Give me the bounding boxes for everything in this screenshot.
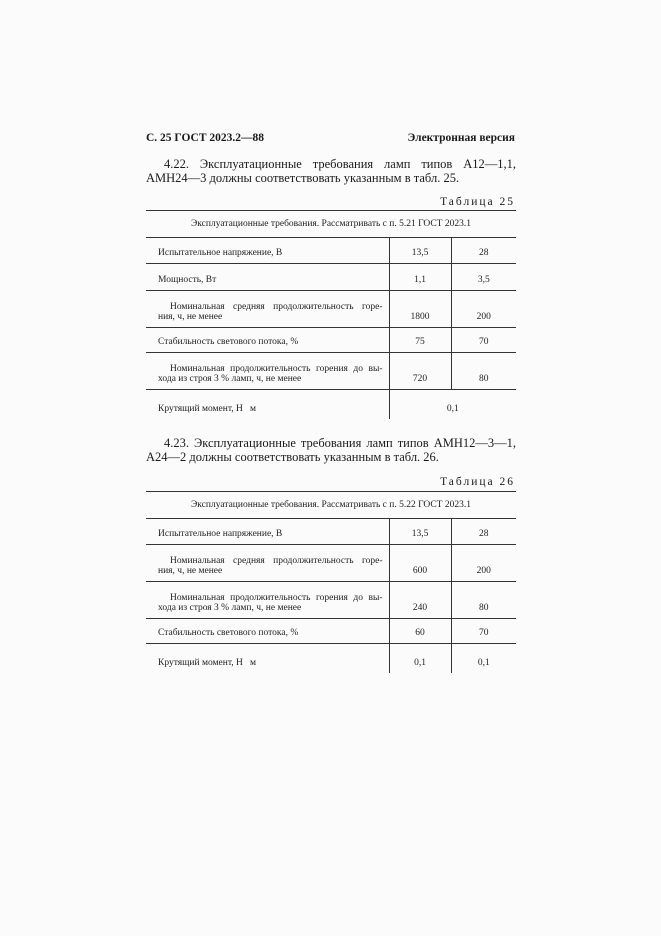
table-26 (146, 491, 516, 673)
table-25-header: Эксплуатационные требования. Рассматривать с п. 5.21 ГОСТ 2023.1 (146, 211, 516, 238)
table-cell-value: 13,5 (389, 519, 451, 545)
table-cell-param: Номинальная продолжительность горения до вы- хода из строя 3 % ламп, ч, не менее (146, 353, 389, 390)
table-cell-value: 600 (389, 545, 451, 582)
table-cell-param: Крутящий момент, Н м (158, 657, 257, 668)
page-header-right: Электронная версия (407, 132, 515, 144)
table-cell-param: Стабильность светового потока, % (146, 619, 389, 644)
table-cell-param: Испытательное напряжение, В (146, 519, 389, 545)
table-cell-param: Крутящий момент, Н м (158, 403, 257, 414)
table-cell-param: Номинальная продолжительность горения до вы- хода из строя 3 % ламп, ч, не менее (146, 582, 389, 619)
table-cell-value: 28 (451, 238, 516, 264)
table-cell-value: 75 (389, 328, 451, 353)
table-cell-value: 0,1 (389, 390, 516, 419)
table-cell-value: 28 (451, 519, 516, 545)
table-cell-value: 60 (389, 619, 451, 644)
table-cell-value: 3,5 (451, 264, 516, 291)
table-cell-value: 0,1 (451, 644, 516, 673)
table-25-caption: Таблица 25 (440, 196, 515, 208)
table-26-caption: Таблица 26 (440, 476, 515, 488)
table-cell-value: 70 (451, 619, 516, 644)
paragraph-4-23: 4.23. Эксплуатационные требования ламп типов АМН12—3—1, А24—2 должны соответствовать указанным в табл. 26. (146, 436, 516, 464)
table-cell-value: 80 (451, 582, 516, 619)
table-cell-param: Номинальная средняя продолжительность горе- ния, ч, не менее (146, 545, 389, 582)
table-cell-value: 240 (389, 582, 451, 619)
table-cell-param: Испытательное напряжение, В (146, 238, 389, 264)
table-cell-value: 200 (451, 291, 516, 328)
page-header-left: С. 25 ГОСТ 2023.2—88 (146, 132, 265, 144)
table-cell-value: 80 (451, 353, 516, 390)
table-cell-value: 13,5 (389, 238, 451, 264)
table-cell-value: 0,1 (389, 644, 451, 673)
table-25 (146, 210, 516, 419)
table-cell-param: Стабильность светового потока, % (146, 328, 389, 353)
table-cell-value: 200 (451, 545, 516, 582)
table-cell-value: 1,1 (389, 264, 451, 291)
table-cell-value: 1800 (389, 291, 451, 328)
table-26-header: Эксплуатационные требования. Рассматривать с п. 5.22 ГОСТ 2023.1 (146, 492, 516, 519)
table-cell-param: Мощность, Вт (146, 264, 389, 291)
table-cell-value: 70 (451, 328, 516, 353)
table-cell-param: Номинальная средняя продолжительность горе- ния, ч, не менее (146, 291, 389, 328)
table-cell-value: 720 (389, 353, 451, 390)
paragraph-4-22: 4.22. Эксплуатационные требования ламп типов А12—1,1, АМН24—3 должны соответствовать указанным в табл. 25. (146, 157, 516, 185)
